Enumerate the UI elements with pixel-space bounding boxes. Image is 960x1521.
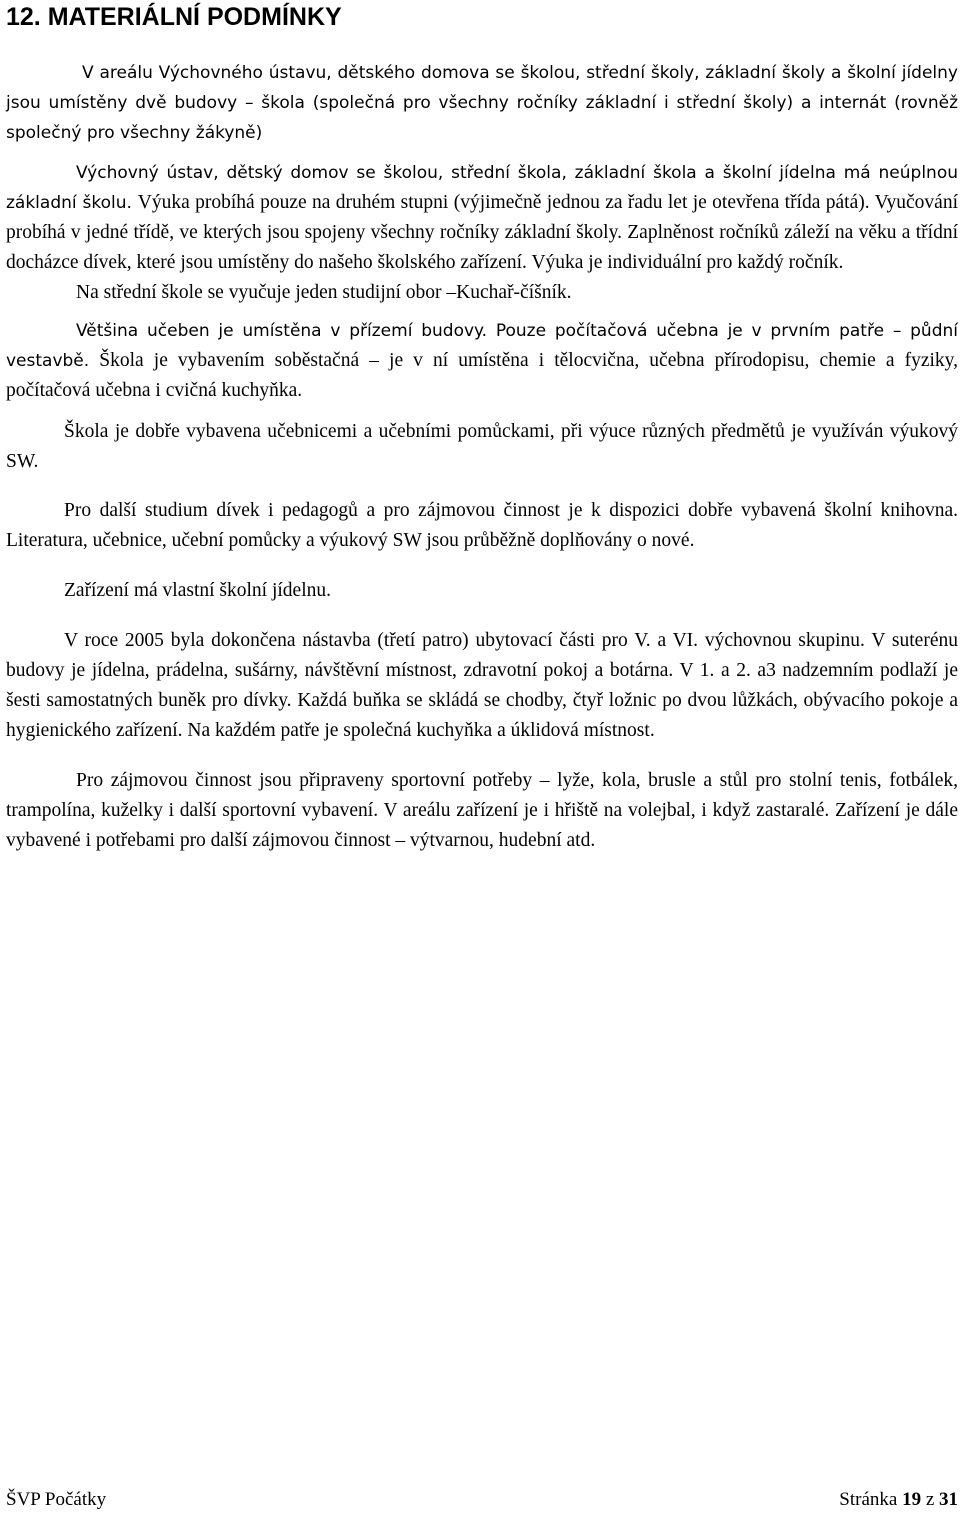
paragraph-library: Pro další studium dívek i pedagogů a pro zájmovou činnost je k dispozici dobře vybavená školní knihovna. Literatura, učebnice, učební pomůcky a výukový SW jsou průběžně doplňovány o nové.: [6, 500, 958, 551]
paragraph-classrooms-location: Většina učeben je umístěna v přízemí budovy. Pouze počítačová učebna je v prvním patře – půdní vestavbě.: [6, 321, 958, 371]
footer-current-page: 19: [902, 1489, 922, 1510]
paragraph-study-field: Na střední škole se vyučuje jeden studijní obor –Kuchař-číšník.: [76, 282, 572, 303]
paragraph-school-type: Výchovný ústav, dětský domov se školou, střední škola, základní škola a školní jídelna má neúplnou základní školu.: [6, 163, 958, 213]
footer-total-pages: 31: [939, 1489, 958, 1510]
paragraph-dormitory: V roce 2005 byla dokončena nástavba (třetí patro) ubytovací části pro V. a VI. výchovnou skupinu. V suterénu budovy je jídelna, prádelna, sušárny, návštěvní místnost, zdravotní pokoj a botárna. V 1. a 2. a3 nadzemním podlaží je šesti samostatných buněk pro dívky. Každá buňka se skládá se chodby, čtyř ložnic po dvou lůžkách, obývacího pokoje a hygienického zařízení. Na každém patře je společná kuchyňka a úklidová místnost.: [6, 630, 958, 741]
paragraph-areal: V areálu Výchovného ústavu, dětského domova se školou, střední školy, základní školy a školní jídelny jsou umístěny dvě budovy – škola (společná pro všechny ročníky základní i střední školy) a internát (rovněž společný pro všechny žákyně): [6, 63, 958, 143]
paragraph-canteen: Zařízení má vlastní školní jídelnu.: [64, 580, 331, 601]
paragraph-textbooks: Škola je dobře vybavena učebnicemi a učebními pomůckami, při výuce různých předmětů je využíván výukový SW.: [6, 421, 958, 472]
paragraph-equipment: Škola je vybavením soběstačná – je v ní umístěna i tělocvična, učebna přírodopisu, chemie a fyziky, počítačová učebna i cvičná kuchyňka.: [6, 350, 959, 401]
footer-page-label: Stránka: [839, 1489, 898, 1510]
footer-document-name: ŠVP Počátky: [6, 1489, 107, 1510]
page-footer: [6, 1487, 958, 1513]
paragraph-classrooms: [6, 316, 958, 406]
section-heading: 12. MATERIÁLNÍ PODMÍNKY: [6, 3, 342, 31]
paragraph-school-intro: [6, 158, 958, 278]
footer-page-number: [839, 1487, 958, 1513]
footer-separator: z: [925, 1489, 935, 1510]
page-content: [6, 58, 958, 856]
paragraph-teaching: Výuka probíhá pouze na druhém stupni (výjimečně jednou za řadu let je otevřena třída pátá). Vyučování probíhá v jedné třídě, ve kterých jsou spojeny všechny ročníky základní školy. Zaplněnost ročníků záleží na věku a třídní docházce dívek, které jsou umístěny do našeho školského zařízení. Výuka je individuální pro každý ročník.: [6, 192, 958, 273]
paragraph-leisure: Pro zájmovou činnost jsou připraveny sportovní potřeby – lyže, kola, brusle a stůl pro stolní tenis, fotbálek, trampolína, kuželky i další sportovní vybavení. V areálu zařízení je i hřiště na volejbal, i když zastaralé. Zařízení je dále vybavené i potřebami pro další zájmovou činnost – výtvarnou, hudební atd.: [6, 770, 958, 851]
